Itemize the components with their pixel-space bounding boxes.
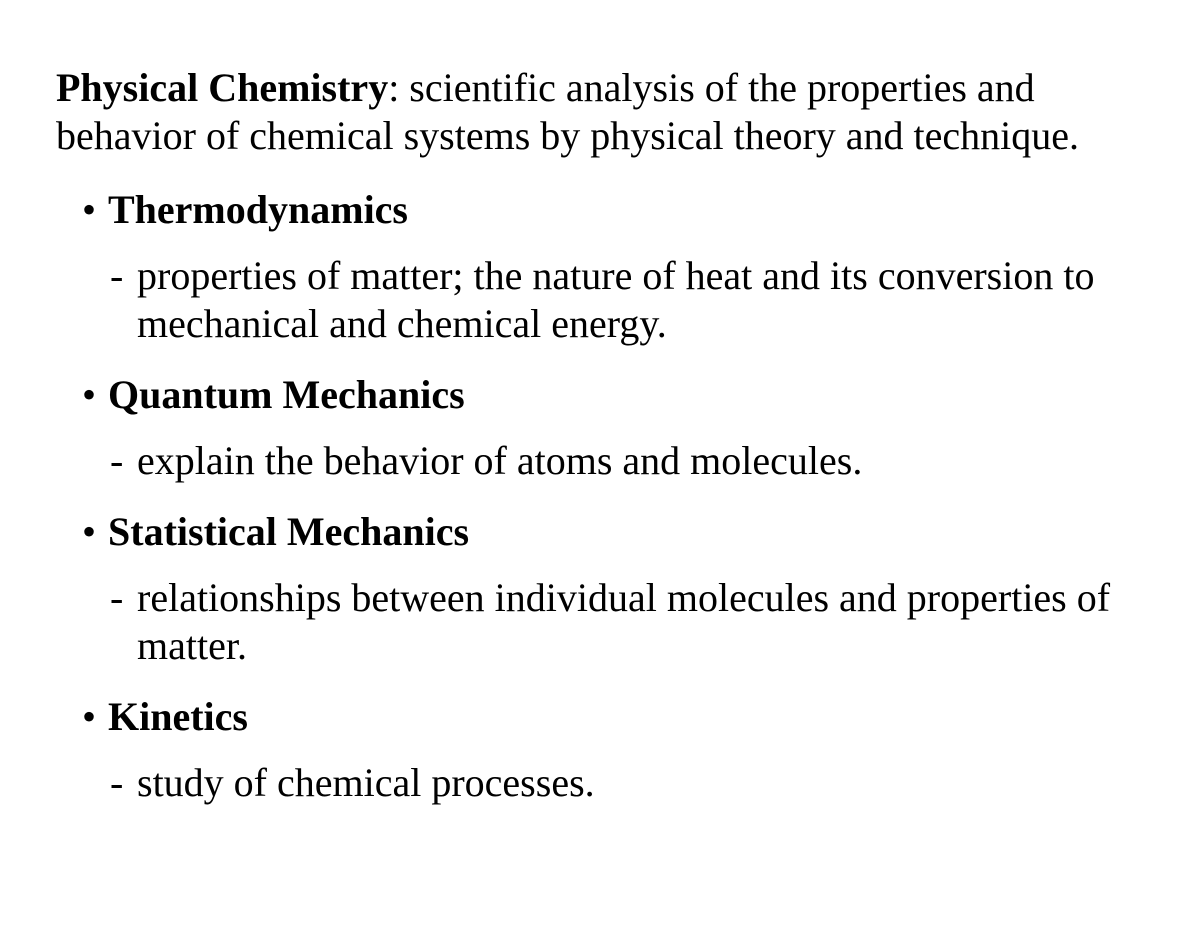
dash-marker: - <box>110 760 124 805</box>
topic-heading-thermodynamics <box>82 186 408 234</box>
topic-description-text: explain the behavior of atoms and molecules. <box>137 438 863 483</box>
bullet-icon: • <box>82 372 97 417</box>
topic-description-text: relationships between individual molecules and properties of matter. <box>137 575 1111 668</box>
intro-definition: : scientific analysis of the properties and behavior of chemical systems by physical theory and technique. <box>56 65 1080 158</box>
topic-heading-quantum-mechanics <box>82 371 465 419</box>
topic-heading-statistical-mechanics <box>82 508 469 556</box>
intro-term: Physical Chemistry <box>56 65 389 110</box>
bullet-icon: • <box>82 187 97 232</box>
topic-description-quantum-mechanics <box>110 437 1170 485</box>
topic-description-text: study of chemical processes. <box>137 760 595 805</box>
bullet-icon: • <box>82 694 97 739</box>
topic-description-kinetics <box>110 759 1170 807</box>
topic-heading-kinetics <box>82 693 248 741</box>
dash-marker: - <box>110 438 124 483</box>
topic-title: Statistical Mechanics <box>108 509 470 554</box>
dash-marker: - <box>110 575 124 620</box>
topic-title: Kinetics <box>108 694 248 739</box>
topic-title: Thermodynamics <box>108 187 408 232</box>
topic-description-thermodynamics <box>110 252 1170 348</box>
topic-description-statistical-mechanics <box>110 574 1170 670</box>
bullet-icon: • <box>82 509 97 554</box>
topic-description-text: properties of matter; the nature of heat and its conversion to mechanical and chemical energy. <box>137 253 1095 346</box>
dash-marker: - <box>110 253 124 298</box>
topic-title: Quantum Mechanics <box>108 372 465 417</box>
intro-paragraph <box>56 64 1166 160</box>
